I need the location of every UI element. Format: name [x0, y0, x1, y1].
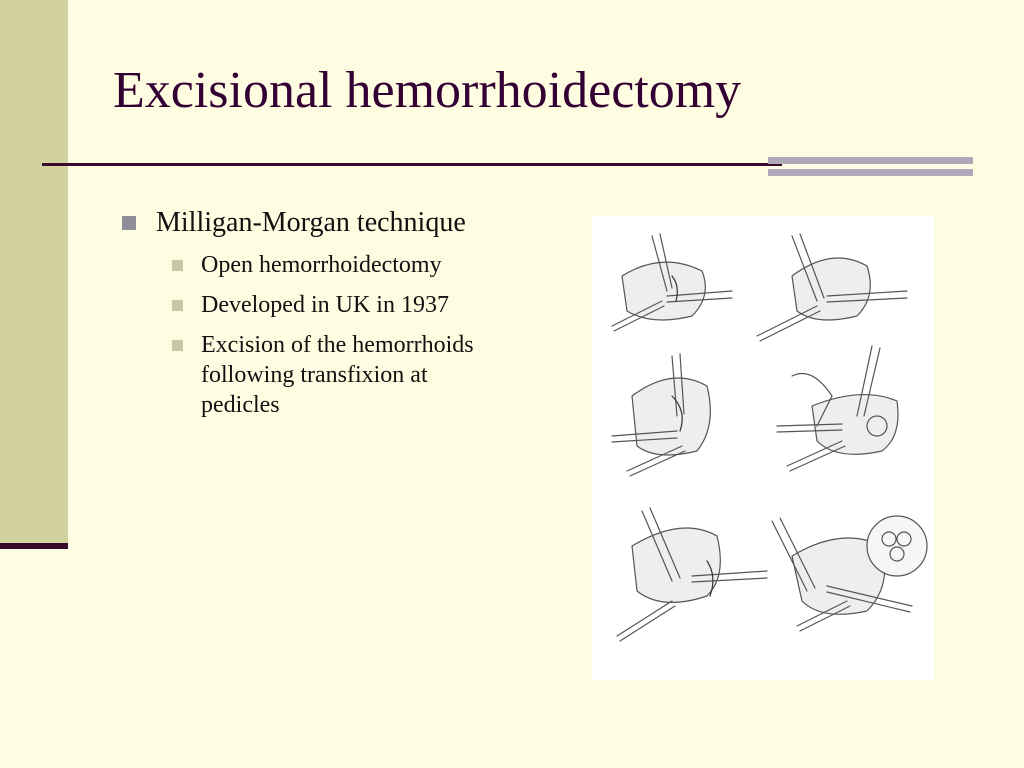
sub-bullet-item [172, 250, 522, 280]
title-divider-accent [768, 157, 973, 179]
left-decor-band [0, 0, 68, 543]
title-divider [42, 163, 782, 166]
illustration-panel-5 [617, 508, 767, 641]
left-decor-band-foot [0, 543, 68, 549]
square-bullet-icon [172, 260, 183, 271]
bullet-list [122, 206, 522, 420]
square-bullet-icon [122, 216, 136, 230]
square-bullet-icon [172, 300, 183, 311]
bullet-text: Milligan-Morgan technique [156, 207, 466, 238]
sub-bullet-text: Open hemorrhoidectomy [201, 252, 442, 278]
sub-bullet-text: Developed in UK in 1937 [201, 292, 449, 318]
surgical-illustration-icon [592, 216, 934, 680]
illustration-panel-2 [757, 234, 907, 341]
slide-title: Excisional hemorrhoidectomy [113, 62, 742, 119]
sub-bullet-item [172, 290, 522, 320]
illustration-panel-6 [772, 516, 927, 631]
square-bullet-icon [172, 340, 183, 351]
sub-bullet-text: Excision of the hemorrhoids following transfixion at pedicles [201, 332, 474, 418]
illustration-panel-4 [777, 346, 898, 471]
surgical-illustration-image [592, 216, 934, 680]
illustration-panel-3 [612, 354, 710, 476]
bullet-item [122, 206, 522, 240]
illustration-panel-1 [612, 234, 732, 331]
sub-bullet-item [172, 330, 522, 420]
